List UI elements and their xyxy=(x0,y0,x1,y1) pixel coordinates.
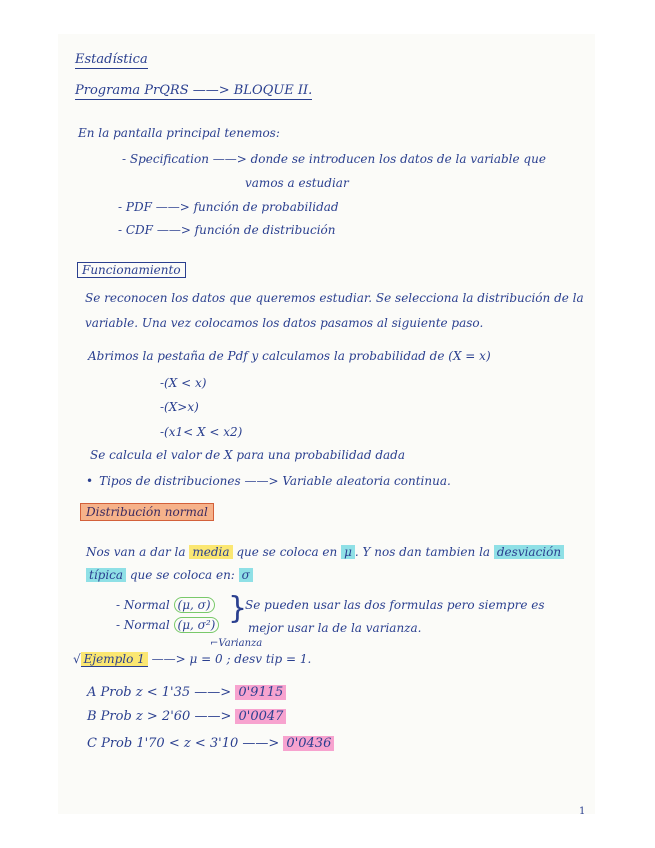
case-greater: -(X>x) xyxy=(160,400,199,414)
intro-text: En la pantalla principal tenemos: xyxy=(78,126,280,140)
green-circle-2: (μ, σ²) xyxy=(174,617,220,633)
check-icon: √ xyxy=(73,652,81,666)
normal-form-1: - Normal (μ, σ) xyxy=(116,598,215,612)
page-number: 1 xyxy=(579,806,586,817)
case-less: -(X < x) xyxy=(160,376,207,390)
item-pdf: - PDF ——> función de probabilidad xyxy=(118,200,339,214)
normal-form-2: - Normal (μ, σ²) xyxy=(116,618,219,632)
note-line-1: Se pueden usar las dos formulas pero siempre es xyxy=(245,598,545,612)
normal-line-2: típica que se coloca en: σ xyxy=(86,568,253,582)
note-line-2: mejor usar la de la varianza. xyxy=(248,621,422,635)
green-circle-1: (μ, σ) xyxy=(174,597,215,613)
section-header-distribucion-normal: Distribución normal xyxy=(80,503,214,521)
highlight-sigma: σ xyxy=(239,568,253,582)
result-b: 0'0047 xyxy=(235,709,286,724)
normal-line-1: Nos van a dar la media que se coloca en μ . Y nos dan tambien la desviación xyxy=(86,545,564,559)
highlight-tipica: típica xyxy=(86,568,126,582)
para-line-3: Abrimos la pestaña de Pdf y calculamos la probabilidad de (X = x) xyxy=(88,349,491,363)
item-specification-cont: vamos a estudiar xyxy=(245,176,349,190)
example-row-b: B Prob z > 2'60 ——> 0'0047 xyxy=(87,710,286,724)
item-cdf: - CDF ——> función de distribución xyxy=(118,223,336,237)
varianza-label: ⌐Varianza xyxy=(210,638,263,649)
para-line-2: variable. Una vez colocamos los datos pasamos al siguiente paso. xyxy=(85,316,484,330)
example-header: Ejemplo 1 xyxy=(81,652,148,667)
highlight-media: media xyxy=(189,545,232,559)
page-title: Estadística xyxy=(75,52,148,67)
highlight-mu: μ xyxy=(341,545,355,559)
result-c: 0'0436 xyxy=(283,736,334,751)
example-row-a: A Prob z < 1'35 ——> 0'9115 xyxy=(87,686,286,700)
section-header-funcionamiento: Funcionamiento xyxy=(77,262,186,278)
bullet-distribution-types: • Tipos de distribuciones ——> Variable aleatoria continua. xyxy=(86,474,451,488)
para-line-1: Se reconocen los datos que queremos estudiar. Se selecciona la distribución de la xyxy=(85,291,584,305)
program-line: Programa PrQRS ——> BLOQUE II. xyxy=(75,83,313,98)
highlight-desviacion: desviación xyxy=(494,545,564,559)
case-between: -(x1< X < x2) xyxy=(160,425,243,439)
para-line-4: Se calcula el valor de X para una probabilidad dada xyxy=(90,448,406,462)
brace-icon: } xyxy=(228,591,248,626)
result-a: 0'9115 xyxy=(235,685,286,700)
example-row-c: C Prob 1'70 < z < 3'10 ——> 0'0436 xyxy=(87,737,334,751)
example-line: √ Ejemplo 1 ——> μ = 0 ; desv tip = 1. xyxy=(73,652,312,666)
item-specification: - Specification ——> donde se introducen los datos de la variable que xyxy=(122,152,546,166)
